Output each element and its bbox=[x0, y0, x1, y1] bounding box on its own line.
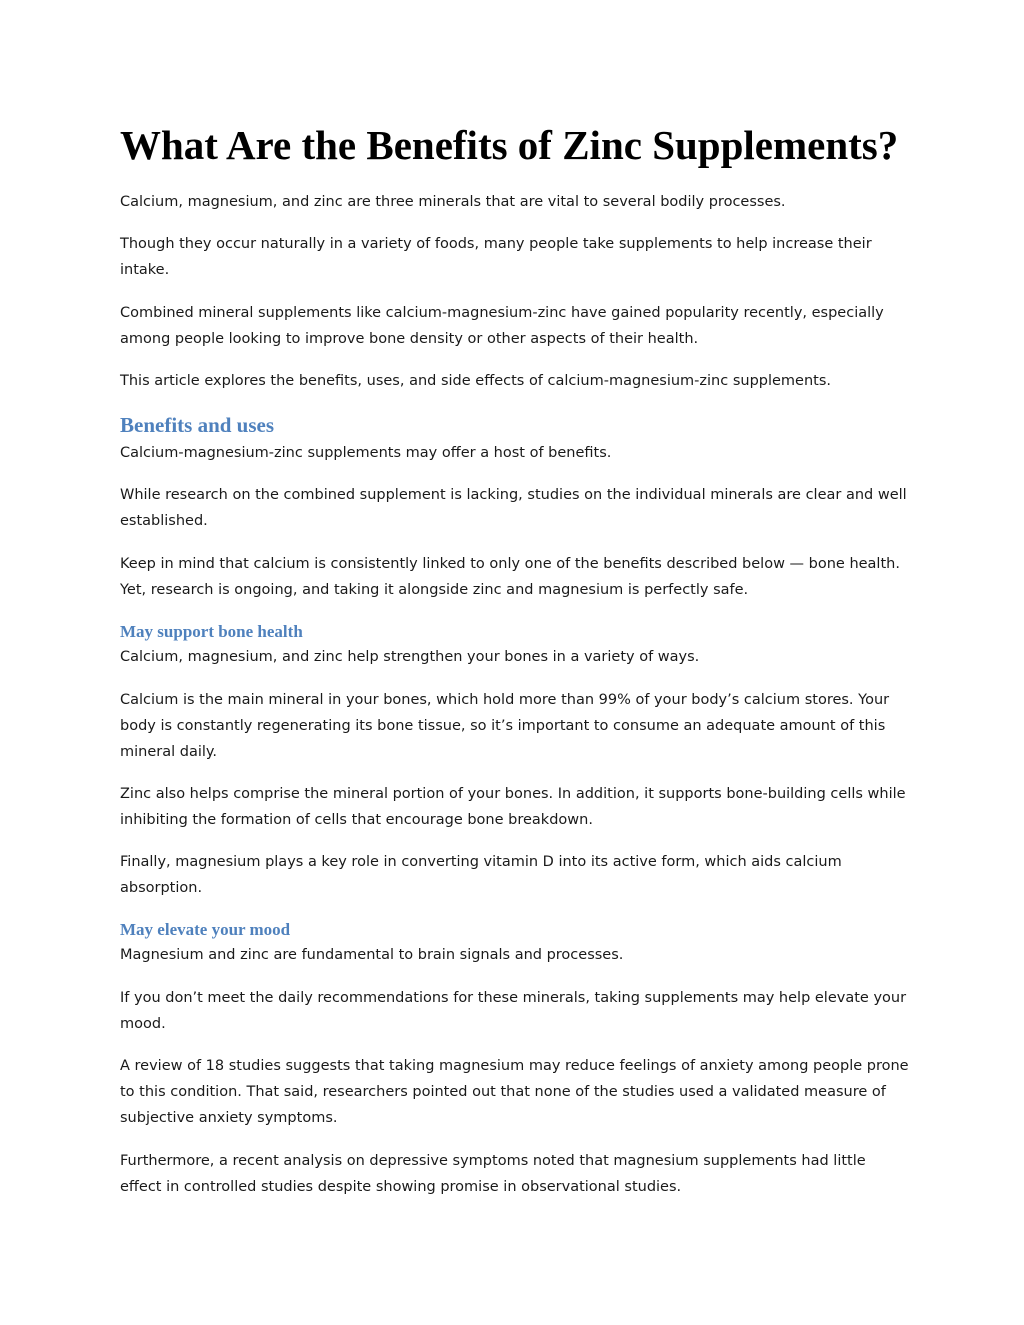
mood-paragraph-3: A review of 18 studies suggests that taking magnesium may reduce feelings of anxiety among people prone to this condition. That said, researchers pointed out that none of the studies used a validated measure of subjective anxiety symptoms. bbox=[120, 1058, 909, 1126]
intro-paragraph-2: Though they occur naturally in a variety of foods, many people take supplements to help increase their intake. bbox=[120, 236, 872, 278]
section-heading-benefits: Benefits and uses bbox=[120, 413, 275, 437]
intro-paragraph-1: Calcium, magnesium, and zinc are three minerals that are vital to several bodily processes. bbox=[120, 194, 786, 210]
mood-paragraph-4: Furthermore, a recent analysis on depressive symptoms noted that magnesium supplements had little effect in controlled studies despite showing promise in observational studies. bbox=[120, 1153, 866, 1195]
intro-paragraph-4: This article explores the benefits, uses, and side effects of calcium-magnesium-zinc supplements. bbox=[120, 373, 832, 389]
benefits-paragraph-2: While research on the combined supplement is lacking, studies on the individual minerals are clear and well established. bbox=[120, 487, 907, 529]
intro-paragraph-3: Combined mineral supplements like calcium-magnesium-zinc have gained popularity recently, especially among people looking to improve bone density or other aspects of their health. bbox=[120, 305, 884, 347]
subsection-heading-bone-health: May support bone health bbox=[120, 622, 303, 641]
benefits-paragraph-1: Calcium-magnesium-zinc supplements may offer a host of benefits. bbox=[120, 445, 612, 461]
bone-paragraph-3: Zinc also helps comprise the mineral portion of your bones. In addition, it supports bone-building cells while inhibiting the formation of cells that encourage bone breakdown. bbox=[120, 786, 906, 828]
subsection-heading-mood: May elevate your mood bbox=[120, 920, 291, 939]
bone-paragraph-1: Calcium, magnesium, and zinc help strengthen your bones in a variety of ways. bbox=[120, 649, 700, 665]
mood-paragraph-2: If you don’t meet the daily recommendations for these minerals, taking supplements may help elevate your mood. bbox=[120, 990, 907, 1032]
benefits-paragraph-3: Keep in mind that calcium is consistently linked to only one of the benefits described below — bone health. Yet, research is ongoing, and taking it alongside zinc and magnesium is perfectly safe. bbox=[120, 556, 900, 598]
page-title: What Are the Benefits of Zinc Supplements? bbox=[120, 122, 899, 168]
bone-paragraph-2: Calcium is the main mineral in your bones, which hold more than 99% of your body’s calcium stores. Your body is constantly regenerating its bone tissue, so it’s important to consume an adequate amount of this mineral daily. bbox=[120, 692, 890, 760]
mood-paragraph-1: Magnesium and zinc are fundamental to brain signals and processes. bbox=[120, 947, 624, 963]
bone-paragraph-4: Finally, magnesium plays a key role in converting vitamin D into its active form, which aids calcium absorption. bbox=[120, 854, 842, 896]
